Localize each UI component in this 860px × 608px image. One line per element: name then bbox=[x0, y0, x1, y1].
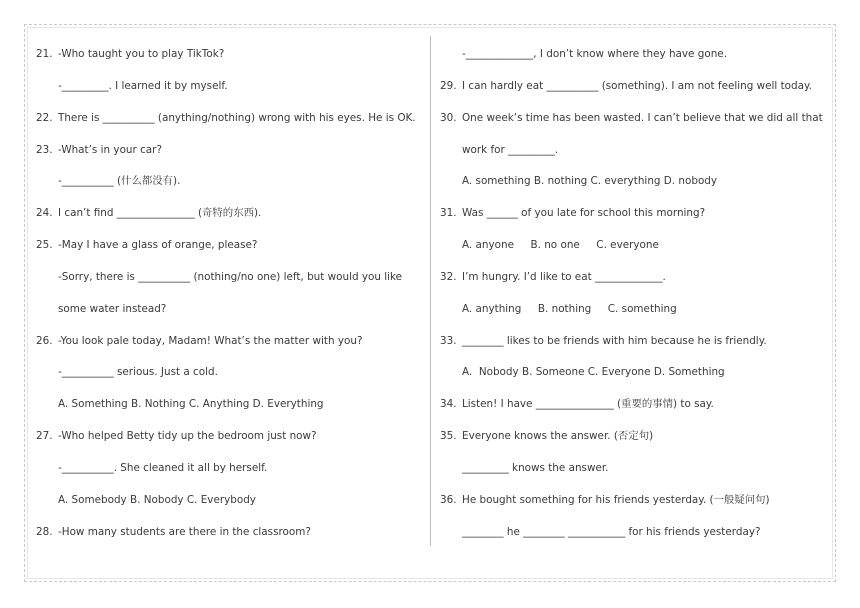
question-text: Was ______ of you late for school this morning? bbox=[462, 207, 706, 220]
options-text: A. Somebody B. Nobody C. Everybody bbox=[58, 493, 256, 506]
question-number: 22. bbox=[36, 111, 53, 124]
options-text: A. anyone B. no one C. everyone bbox=[462, 239, 659, 252]
answer-options bbox=[440, 362, 828, 394]
question-text: _________ knows the answer. bbox=[462, 461, 609, 474]
question-text: There is __________ (anything/nothing) wrong with his eyes. He is OK. bbox=[58, 111, 416, 124]
question-text: Everyone knows the answer. (否定句) bbox=[462, 430, 654, 443]
question-line bbox=[36, 331, 424, 363]
question-line bbox=[36, 458, 424, 490]
question-text: Listen! I have _______________ (重要的事情) to say. bbox=[462, 398, 714, 411]
answer-options bbox=[36, 490, 424, 522]
question-text: I’m hungry. I’d like to eat _____________. bbox=[462, 270, 666, 283]
right-column bbox=[440, 44, 828, 554]
options-text: A. anything B. nothing C. something bbox=[462, 302, 677, 315]
question-text: ________ he ________ ___________ for his friends yesterday? bbox=[462, 525, 761, 538]
question-line bbox=[36, 267, 424, 299]
question-text: some water instead? bbox=[58, 302, 167, 315]
question-text: -What’s in your car? bbox=[58, 143, 162, 156]
question-text: I can’t find _______________ (奇特的东西). bbox=[58, 207, 262, 220]
question-line bbox=[36, 76, 424, 108]
question-line bbox=[36, 203, 424, 235]
options-text: A. Something B. Nothing C. Anything D. Everything bbox=[58, 398, 324, 411]
question-text: He bought something for his friends yesterday. (一般疑问句) bbox=[462, 493, 770, 506]
question-line bbox=[36, 426, 424, 458]
question-number: 27. bbox=[36, 430, 53, 443]
options-text: A. Nobody B. Someone C. Everyone D. Something bbox=[462, 366, 725, 379]
answer-options bbox=[440, 171, 828, 203]
column-divider bbox=[430, 36, 431, 546]
question-line bbox=[440, 267, 828, 299]
question-line bbox=[440, 522, 828, 554]
question-line bbox=[36, 44, 424, 76]
question-line bbox=[36, 235, 424, 267]
question-text: -_____________, I don’t know where they have gone. bbox=[462, 48, 727, 60]
question-line bbox=[36, 140, 424, 172]
question-number: 34. bbox=[440, 398, 457, 411]
question-line bbox=[440, 140, 828, 172]
question-line bbox=[440, 490, 828, 522]
question-number: 29. bbox=[440, 79, 457, 92]
question-text: work for _________. bbox=[462, 143, 559, 156]
question-text: One week’s time has been wasted. I can’t believe that we did all that bbox=[462, 111, 823, 124]
question-number: 23. bbox=[36, 143, 53, 156]
question-line bbox=[440, 76, 828, 108]
question-number: 36. bbox=[440, 493, 457, 506]
question-number: 21. bbox=[36, 48, 53, 60]
question-number: 35. bbox=[440, 430, 457, 443]
question-text: -May I have a glass of orange, please? bbox=[58, 239, 258, 252]
question-number: 33. bbox=[440, 334, 457, 347]
question-line bbox=[36, 362, 424, 394]
question-text: ________ likes to be friends with him because he is friendly. bbox=[462, 334, 767, 347]
question-text: -How many students are there in the classroom? bbox=[58, 525, 311, 538]
question-text: -__________. She cleaned it all by herself. bbox=[58, 461, 268, 474]
question-line bbox=[440, 426, 828, 458]
question-number: 30. bbox=[440, 111, 457, 124]
question-text: -__________ (什么都没有). bbox=[58, 175, 181, 188]
question-number: 31. bbox=[440, 207, 457, 220]
question-number: 28. bbox=[36, 525, 53, 538]
question-line bbox=[36, 171, 424, 203]
question-number: 24. bbox=[36, 207, 53, 220]
question-text: -Who helped Betty tidy up the bedroom just now? bbox=[58, 430, 317, 443]
answer-options bbox=[440, 235, 828, 267]
question-text: -You look pale today, Madam! What’s the matter with you? bbox=[58, 334, 363, 347]
question-line bbox=[36, 299, 424, 331]
question-line bbox=[36, 108, 424, 140]
question-text: -Sorry, there is __________ (nothing/no one) left, but would you like bbox=[58, 270, 403, 283]
question-line bbox=[440, 458, 828, 490]
question-line bbox=[440, 203, 828, 235]
question-line bbox=[440, 44, 828, 76]
options-text: A. something B. nothing C. everything D. nobody bbox=[462, 175, 718, 188]
left-column bbox=[36, 44, 424, 554]
answer-options bbox=[36, 394, 424, 426]
question-number: 25. bbox=[36, 239, 53, 252]
question-line bbox=[36, 522, 424, 554]
question-number: 26. bbox=[36, 334, 53, 347]
question-number: 32. bbox=[440, 270, 457, 283]
question-text: -_________. I learned it by myself. bbox=[58, 79, 228, 92]
answer-options bbox=[440, 299, 828, 331]
question-line bbox=[440, 394, 828, 426]
question-text: -__________ serious. Just a cold. bbox=[58, 366, 218, 379]
question-text: I can hardly eat __________ (something). I am not feeling well today. bbox=[462, 79, 812, 92]
question-line bbox=[440, 331, 828, 363]
question-line bbox=[440, 108, 828, 140]
question-text: -Who taught you to play TikTok? bbox=[58, 48, 225, 60]
